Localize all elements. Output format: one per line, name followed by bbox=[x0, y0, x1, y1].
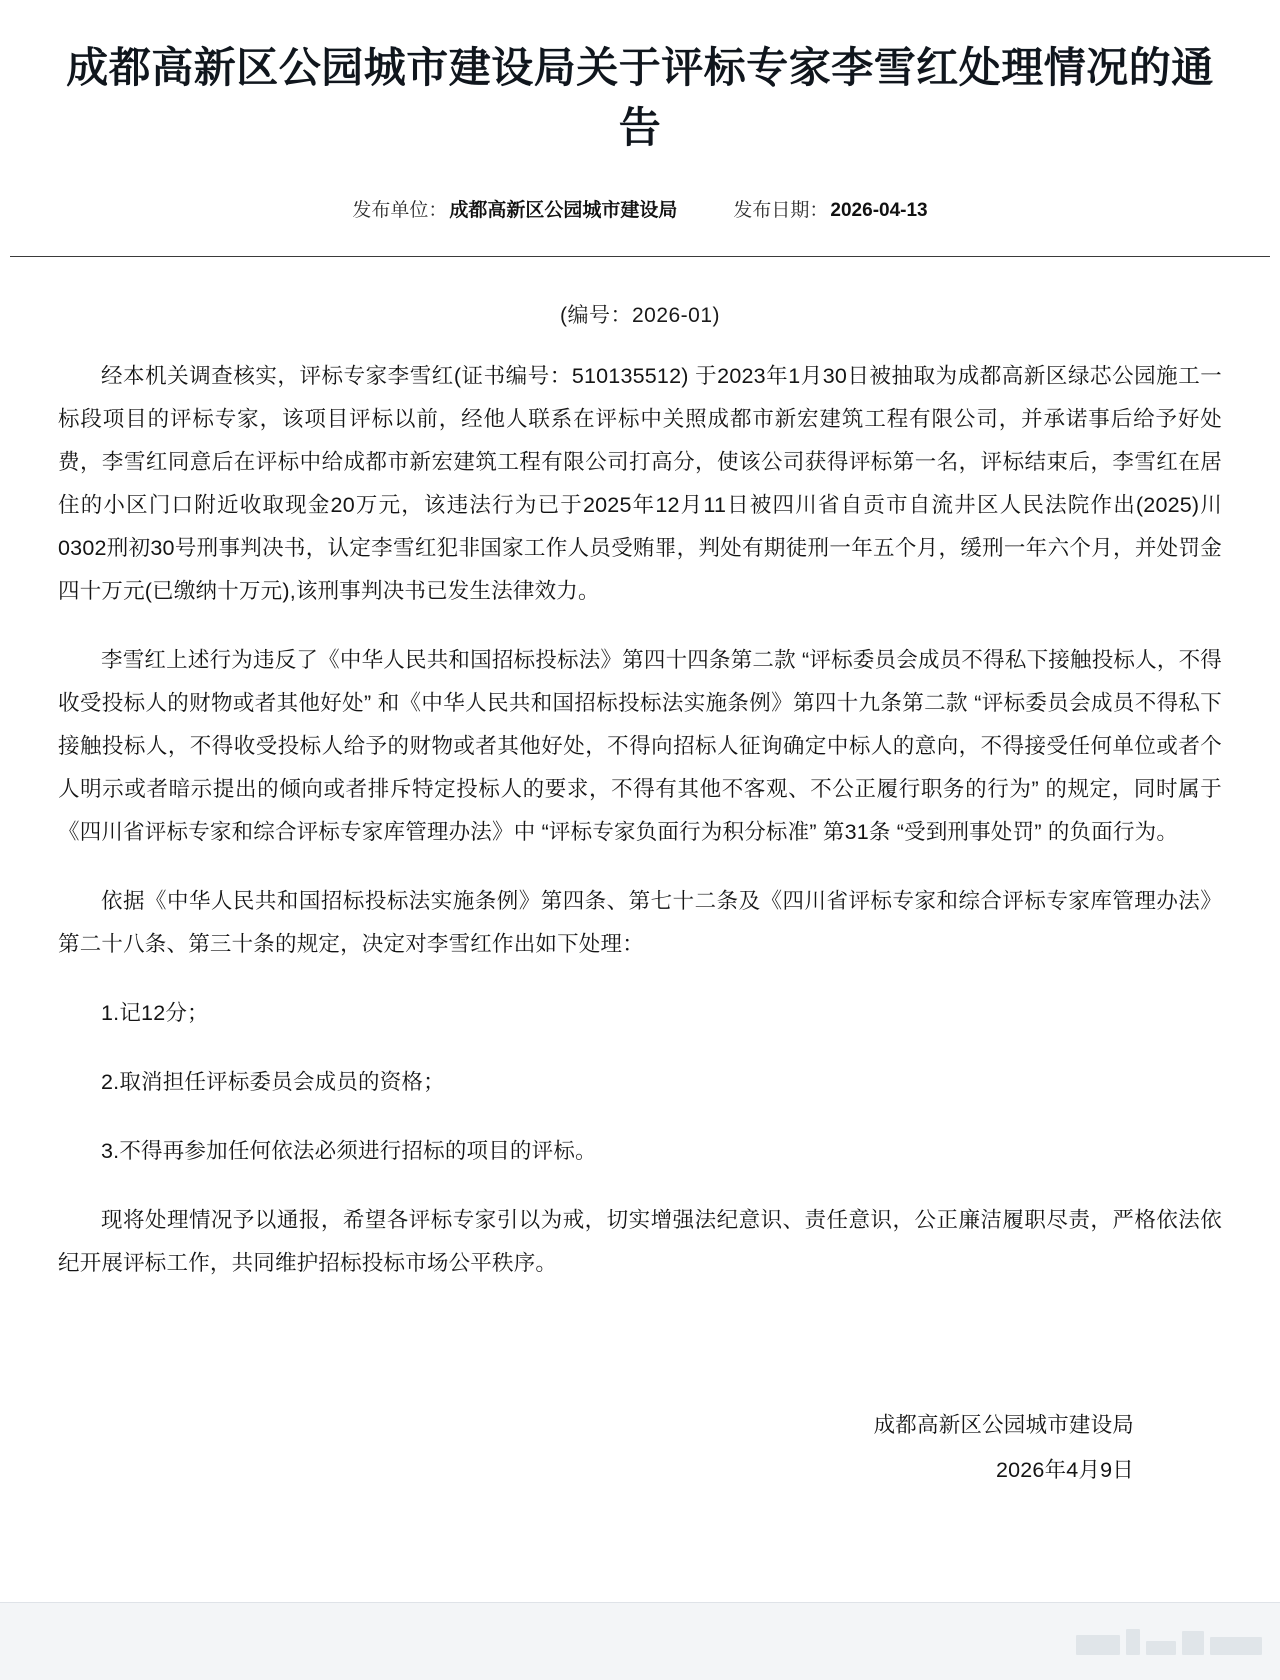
watermark-block bbox=[1126, 1629, 1140, 1655]
publish-date-value: 2026-04-13 bbox=[830, 200, 928, 222]
signature-date: 2026年4月9日 bbox=[995, 1458, 1134, 1483]
decision-item-3: 3.不得再参加任何依法必须进行招标的项目的评标。 bbox=[101, 1139, 597, 1164]
publisher-meta bbox=[352, 195, 677, 222]
document-body bbox=[0, 299, 1280, 1493]
paragraph-violations: 李雪红上述行为违反了《中华人民共和国招标投标法》第四十四条第二款 “评标委员会成员不得私下接触投标人，不得收受投标人的财物或者其他好处” 和《中华人民共和国招标投标法实施条例》第四十九条第二款 “评标委员会成员不得私下接触投标人，不得收受投标人给予的财物或者其他好处，不得向招标人征询确定中标人的意向，不得接受任何单位或者个人明示或者暗示提出的倾向或者排斥特定投标人的要求，不得有其他不客观、不公正履行职务的行为” 的规定，同时属于《四川省评标专家和综合评标专家库管理办法》中 “评标专家负面行为积分标准” 第31条 “受到刑事处罚” 的负面行为。 bbox=[58, 648, 1222, 845]
publisher-value: 成都高新区公园城市建设局 bbox=[449, 200, 678, 222]
decision-item-1: 1.记12分； bbox=[101, 1001, 209, 1026]
document-meta bbox=[0, 195, 1280, 222]
paragraph-findings: 经本机关调查核实，评标专家李雪红(证书编号：510135512) 于2023年1月30日被抽取为成都高新区绿芯公园施工一标段项目的评标专家，该项目评标以前，经他人联系在评标中关照成都市新宏建筑工程有限公司，并承诺事后给予好处费，李雪红同意后在评标中给成都市新宏建筑工程有限公司打高分，使该公司获得评标第一名，评标结束后，李雪红在居住的小区门口附近收取现金20万元，该违法行为已于2025年12月11日被四川省自贡市自流井区人民法院作出(2025)川0302刑初30号刑事判决书，认定李雪红犯非国家工作人员受贿罪，判处有期徒刑一年五个月，缓刑一年六个月，并处罚金四十万元(已缴纳十万元),该刑事判决书已发生法律效力。 bbox=[58, 364, 1222, 604]
watermark-block bbox=[1146, 1641, 1176, 1655]
publisher-label: 发布单位： bbox=[352, 200, 448, 222]
watermark-graphic bbox=[1076, 1629, 1262, 1655]
watermark-block bbox=[1076, 1635, 1120, 1655]
header-divider bbox=[10, 256, 1270, 257]
signature-organization: 成都高新区公园城市建设局 bbox=[873, 1413, 1134, 1438]
document-number: (编号：2026-01) bbox=[559, 304, 721, 328]
paragraph-legal-basis: 依据《中华人民共和国招标投标法实施条例》第四条、第七十二条及《四川省评标专家和综合评标专家库管理办法》第二十八条、第三十条的规定，决定对李雪红作出如下处理： bbox=[58, 889, 1222, 957]
page-title: 成都高新区公园城市建设局关于评标专家李雪红处理情况的通告 bbox=[66, 44, 1214, 151]
signature-block bbox=[58, 1403, 1222, 1493]
watermark-block bbox=[1182, 1631, 1204, 1655]
paragraph-closing: 现将处理情况予以通报，希望各评标专家引以为戒，切实增强法纪意识、责任意识，公正廉洁履职尽责，严格依法依纪开展评标工作，共同维护招标投标市场公平秩序。 bbox=[58, 1208, 1222, 1276]
bottom-bar bbox=[0, 1602, 1280, 1680]
watermark-block bbox=[1210, 1637, 1262, 1655]
decision-item-2: 2.取消担任评标委员会成员的资格； bbox=[101, 1070, 445, 1095]
publish-date-label: 发布日期： bbox=[733, 200, 829, 222]
publish-date-meta bbox=[733, 195, 927, 222]
